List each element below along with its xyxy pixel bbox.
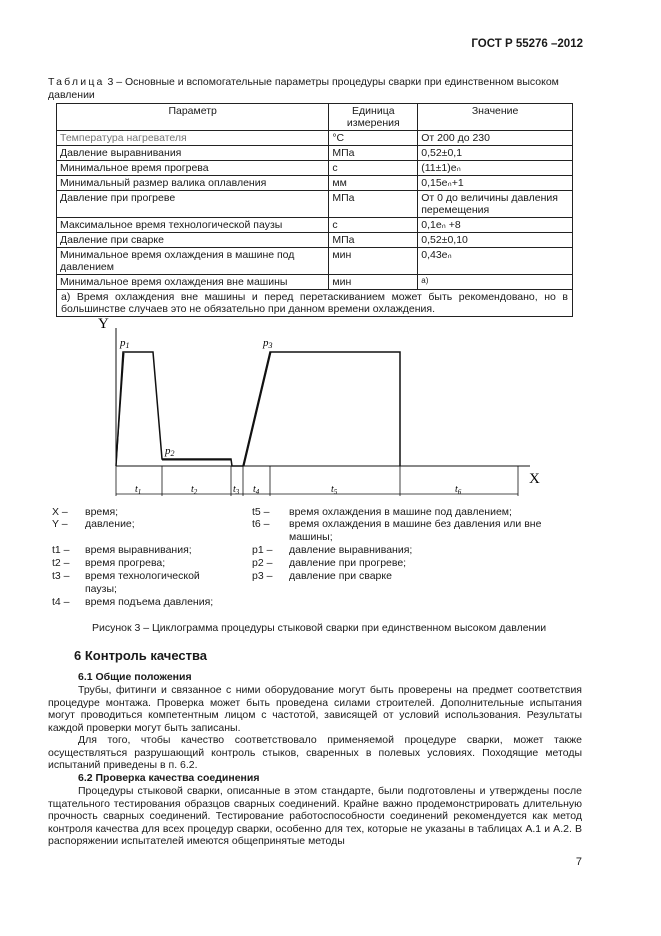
section-6-2-paragraph-1: Процедуры стыковой сварки, описанные в этом стандарте, были подготовлены и утверждены после тщательного тестирования образцов сварных соединений. Крайне важно продемонстрировать длительную прочность сварных соединений. Тестирование работоспособности соединений рекомендуется как метод контроля качества для всех процедур сварки, особенно для тех, которые не указаны в таблицах А.1 и А.2. В распоряжении испытателей имеются общепринятые методы (48, 785, 582, 847)
page-number: 7 (575, 856, 582, 868)
parameters-table (56, 103, 573, 317)
value-cell: 0,52±0,10 (418, 233, 573, 248)
legend-key: t5 – (252, 506, 270, 518)
table-row (57, 161, 573, 176)
section-6-title: 6 Контроль качества (74, 648, 208, 663)
unit-cell: с (329, 218, 418, 233)
table-row (57, 275, 573, 290)
unit-cell: мин (329, 275, 418, 290)
unit-cell: МПа (329, 233, 418, 248)
unit-cell: мин (329, 248, 418, 275)
legend-key: t1 – (52, 544, 70, 556)
table-footnote: а) Время охлаждения вне машины и перед перетаскиванием может быть рекомендовано, но в большинстве случаев это не обязательно при данном времени охлаждения. (57, 290, 573, 317)
value-cell: а) (418, 275, 573, 290)
legend-key: Y – (52, 518, 68, 530)
legend-text: время; (85, 506, 119, 518)
t2-label: $t_2$ (191, 484, 198, 496)
t4-label: $t_4$ (253, 484, 260, 496)
unit-cell: МПа (329, 191, 418, 218)
legend-text: время подъема давления; (85, 596, 214, 608)
unit-cell: МПа (329, 146, 418, 161)
legend-text: время прогрева; (85, 557, 166, 569)
param-cell: Минимальное время прогрева (57, 161, 329, 176)
t3-label: $t_3$ (233, 484, 240, 496)
legend-key: X – (52, 506, 68, 518)
table-row (57, 248, 573, 275)
header-unit: Единица измерения (329, 104, 418, 131)
value-cell: 0,15eₙ+1 (418, 176, 573, 191)
legend-key: t4 – (52, 596, 70, 608)
p1-label: p1 (120, 337, 130, 350)
value-cell: 0,1eₙ +8 (418, 218, 573, 233)
document-code: ГОСТ Р 55276 –2012 (471, 38, 583, 50)
param-cell: Давление при прогреве (57, 191, 329, 218)
p3-label: p3 (263, 337, 273, 350)
table-caption-word: Таблица (48, 76, 105, 88)
t5-label: $t_5$ (331, 484, 338, 496)
value-cell: От 0 до величины давления перемещения (418, 191, 573, 218)
t6-label: $t_6$ (455, 484, 462, 496)
section-6-1-paragraph-2: Для того, чтобы качество соответствовало применяемой процедуре сварки, может также осуществляться разрушающий контроль стыков, сваренных в полевых условиях. Походящие методы испытаний приведены в п. 6.2. (48, 734, 582, 771)
legend-key: p2 – (252, 557, 273, 569)
section-6-1-title: 6.1 Общие положения (78, 671, 192, 683)
header-parameter: Параметр (57, 104, 329, 131)
header-value: Значение (418, 104, 573, 131)
legend-key: t6 – (252, 518, 270, 530)
param-cell: Температура нагревателя (57, 131, 329, 146)
table-row (57, 131, 573, 146)
section-6-2-title: 6.2 Проверка качества соединения (78, 772, 260, 784)
table-row (57, 218, 573, 233)
table-caption (48, 76, 582, 102)
unit-cell: с (329, 161, 418, 176)
x-axis-label: X (529, 471, 540, 487)
legend-key: p3 – (252, 570, 273, 582)
legend-text: давление выравнивания; (289, 544, 413, 556)
legend-text: время выравнивания; (85, 544, 192, 556)
cyclogram-figure (0, 300, 661, 505)
alignment-rise-line (116, 353, 124, 466)
param-cell: Минимальное время охлаждения в машине под давлением (57, 248, 329, 275)
param-cell: Давление выравнивания (57, 146, 329, 161)
legend-key: p1 – (252, 544, 273, 556)
legend-text: время охлаждения в машине под давлением; (289, 506, 512, 518)
value-cell: (11±1)eₙ (418, 161, 573, 176)
t1-label: $t_1$ (135, 484, 142, 496)
table-caption-text: 3 – Основные и вспомогательные параметры процедуры сварки при единственном высоком давлении (48, 76, 559, 101)
legend-text: давление при прогреве; (289, 557, 407, 569)
table-row (57, 233, 573, 248)
legend-text: время технологической паузы; (85, 570, 200, 595)
value-cell: От 200 до 230 (418, 131, 573, 146)
unit-cell: мм (329, 176, 418, 191)
legend-text: время охлаждения в машине без давления или вне машины; (289, 518, 542, 543)
table-row (57, 146, 573, 161)
y-axis-label: Y (98, 316, 109, 332)
value-cell: 0,52±0,1 (418, 146, 573, 161)
param-cell: Минимальный размер валика оплавления (57, 176, 329, 191)
section-6-1-paragraph-1: Трубы, фитинги и связанное с ними оборудование могут быть проверены на предмет соответствия процедуре монтажа. Проверка может быть проведена силами строителей. Дополнительные испытания могут проводиться компетентным лицом с частотой, зависящей от условий использования. Результаты каждой проверки могут быть записаны. (48, 684, 582, 734)
p2-label: p2 (165, 445, 175, 458)
legend-text: давление при сварке (289, 570, 392, 582)
param-cell: Давление при сварке (57, 233, 329, 248)
figure-legend (52, 506, 592, 616)
legend-key: t2 – (52, 557, 70, 569)
legend-text: давление; (85, 518, 135, 530)
table-row (57, 191, 573, 218)
table-row (57, 176, 573, 191)
figure-caption: Рисунок 3 – Циклограмма процедуры стыковой сварки при единственном высоком давлении (92, 622, 547, 634)
pressure-rise-line (244, 352, 271, 466)
table-header-row (57, 104, 573, 131)
param-cell: Минимальное время охлаждения вне машины (57, 275, 329, 290)
legend-key: t3 – (52, 570, 70, 582)
value-cell: 0,43eₙ (418, 248, 573, 275)
unit-cell: °С (329, 131, 418, 146)
param-cell: Максимальное время технологической паузы (57, 218, 329, 233)
